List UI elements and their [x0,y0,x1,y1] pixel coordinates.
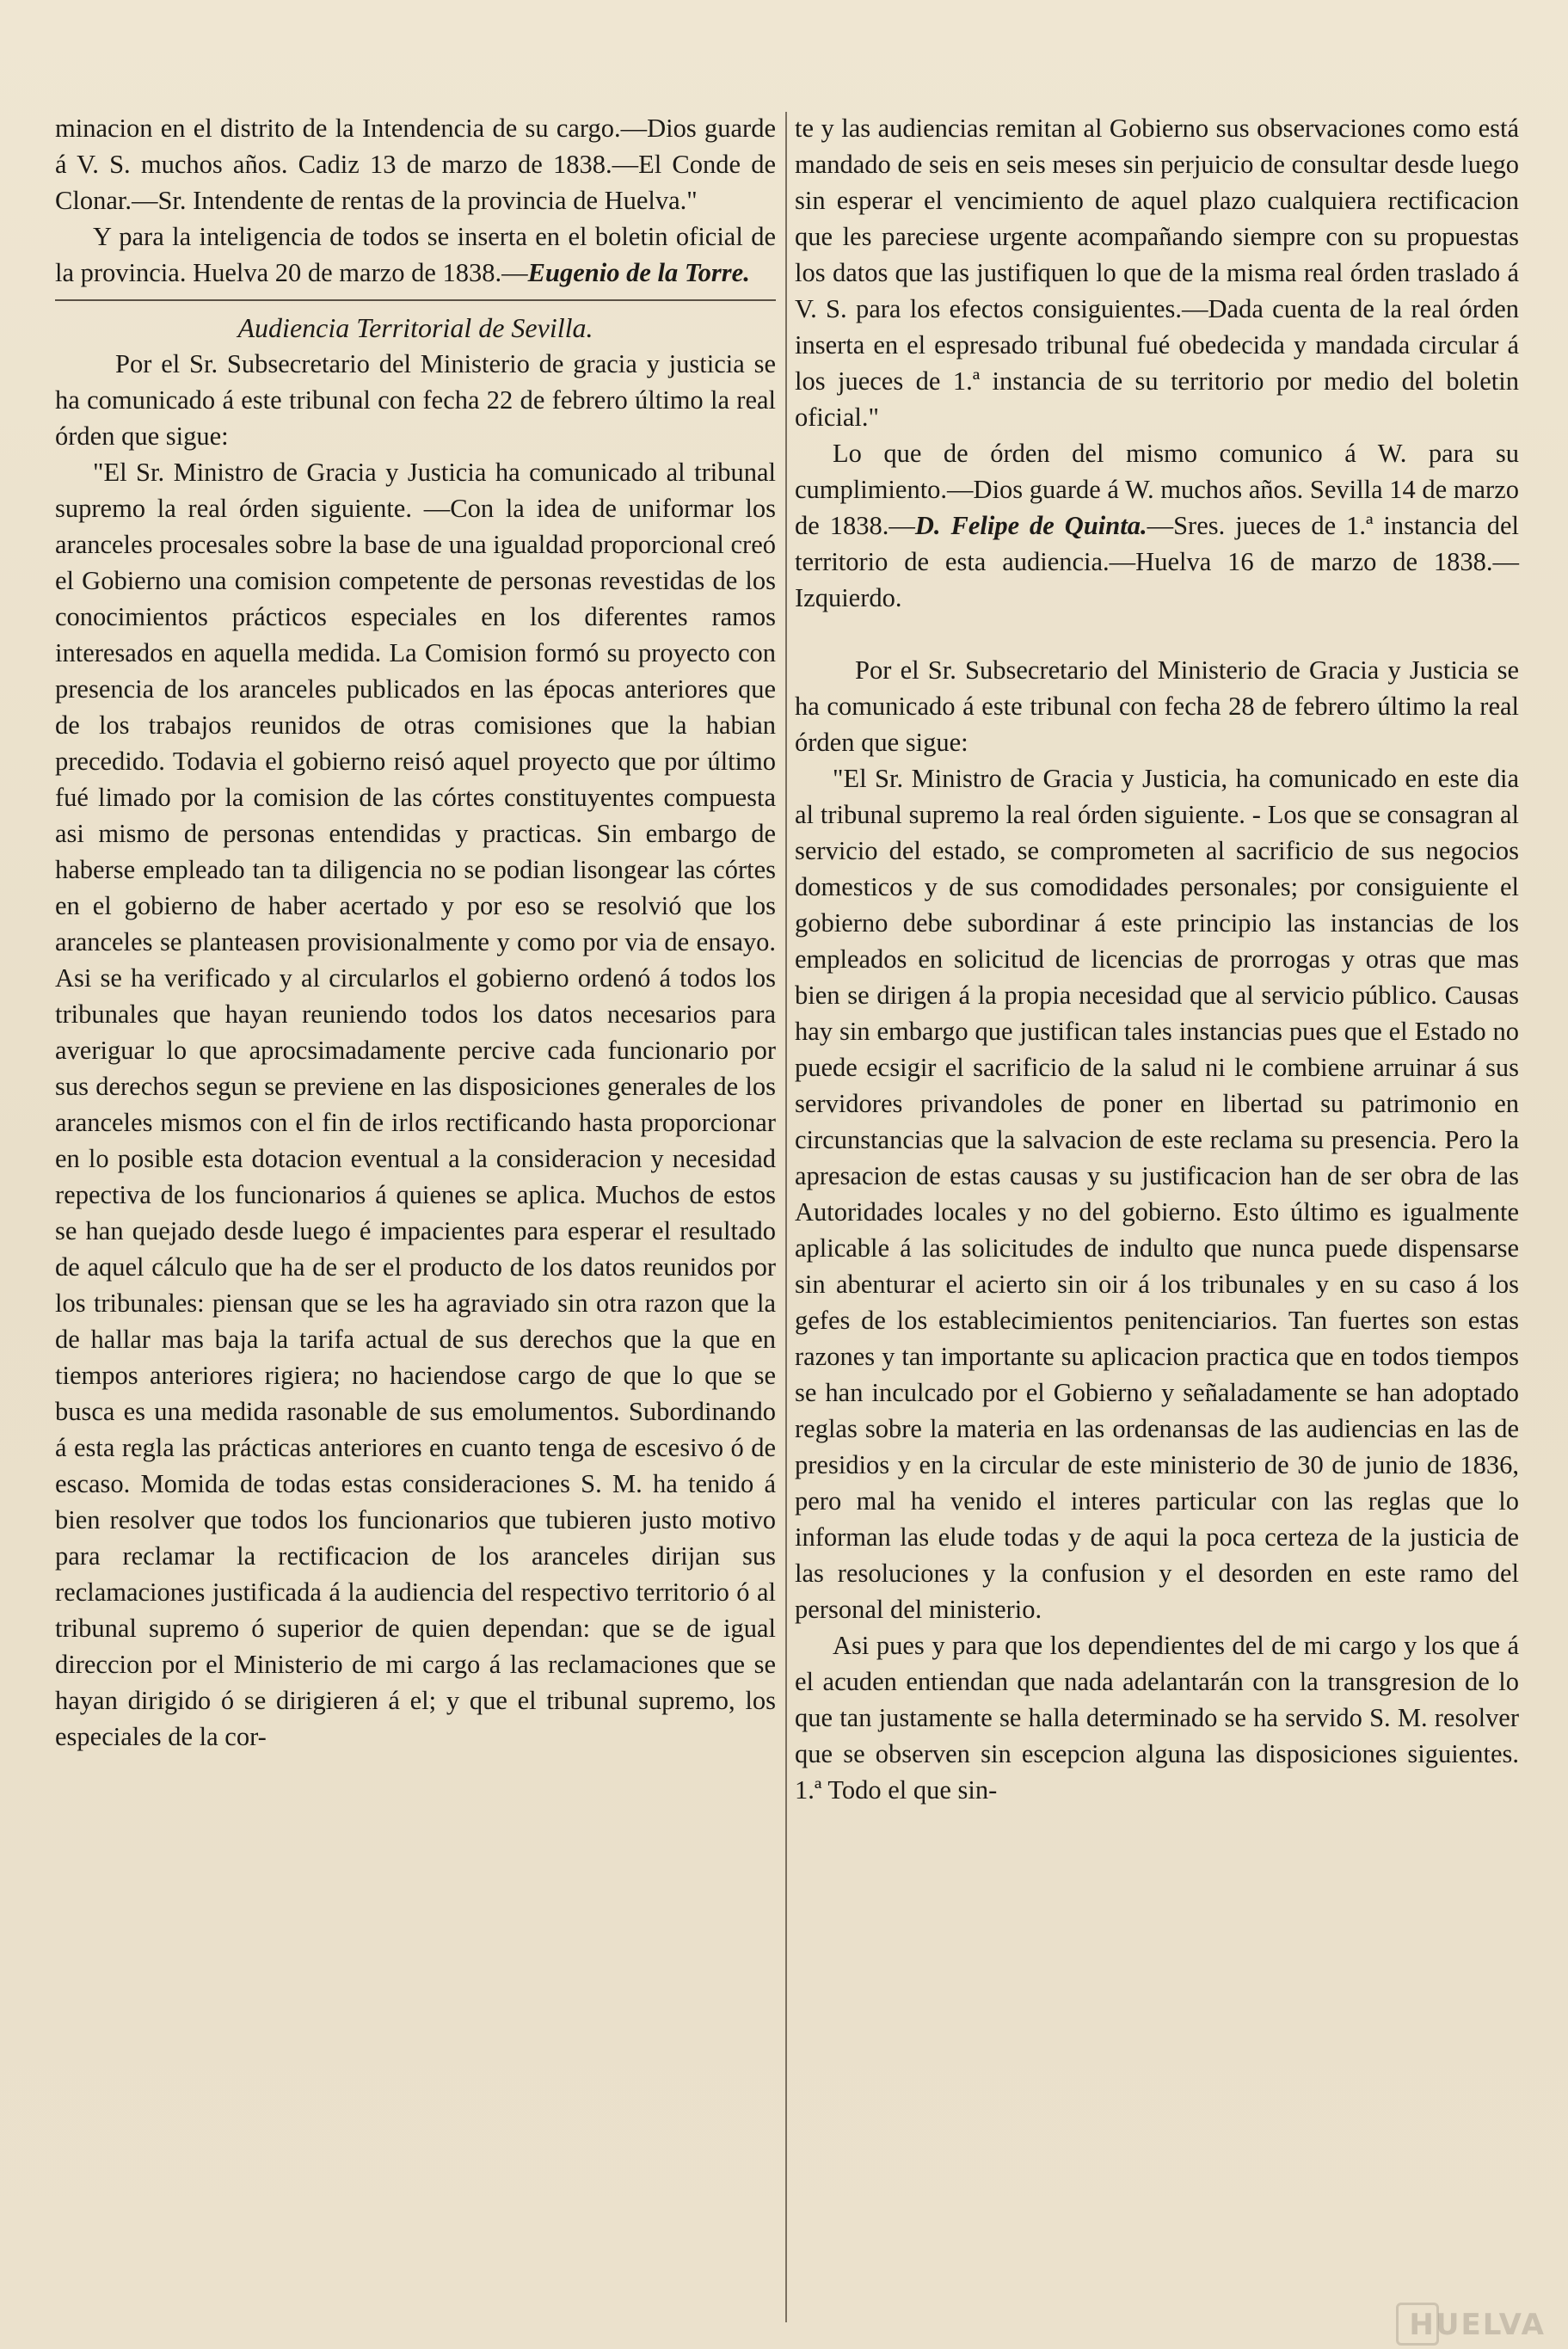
section-title: Audiencia Territorial de Sevilla. [237,312,593,343]
right-continuation: te y las audiencias remitan al Gobierno sus observaciones como está mandado de seis en seis meses sin perjuicio de consultar desde luego sin esperar el vencimiento de aquel plazo cualquiera rectificacion que les pareciese urgente acompañando siempre con su propuestas los datos que las justifiquen lo que de la misma real órden traslado á V. S. para los efectos consiguientes.—Dada cuenta de la real órden inserta en el espresado tribunal fué obedecida y mandada circular á los jueces de 1.ª instancia de su territorio por medio del boletin oficial." [795,114,1519,432]
left-column [55,110,776,1755]
order-signature: D. Felipe de Quinta. [914,511,1147,540]
paragraph-gap [795,616,1519,652]
closing-signature: Eugenio de la Torre. [527,258,750,287]
closing-note [55,218,776,291]
order-text: Lo que de órden del mismo comunico á W. para su cumplimiento.—Dios guarde á W. muchos años. Sevilla 14 de marzo de 1838.— [795,439,1519,540]
order-tail: —Sres. jueces de 1.ª instancia del territorio de esta audiencia.—Huelva 16 de marzo de 1838.—Izquierdo. [795,511,1519,612]
second-body: "El Sr. Ministro de Gracia y Justicia, ha comunicado en este dia al tribunal supremo la real órden siguiente. - Los que se consagran al servicio del estado, se comprometen al sacrificio de sus negocios domesticos y de sus comodidades personales; por consiguiente el gobierno debe subordinar á este principio las instancias de los empleados en solicitud de licencias de prorrogas y otras que mas bien se dirigen á la propia necesidad que al servicio público. Causas hay sin embargo que justifican tales instancias pues que el Estado no puede ecsigir el sacrificio de la salud ni le combiene arruinar á sus servidores privandoles de poner en libertad su patrimonio en circunstancias que la salvacion de este reclama su presencia. Pero la apresacion de estas causas y su justificacion han de ser obra de las Autoridades locales y no del gobierno. Esto último es igualmente aplicable á las solicitudes de indulto que nunca puede dispensarse sin abenturar el acierto sin oir á los tribunales y en su caso á los gefes de los establecimientos penitenciarios. Tan fuertes son estas razones y tan importante su aplicacion practica que en todos tiempos se han inculcado por el Gobierno y señaladamente se han adoptado reglas sobre la materia en las ordenansas de las audiencias en las de presidios y en la circular de este ministerio de 30 de junio de 1836, pero mal ha venido el interes particular con las reglas que lo informan las elude todas y de aqui la poca certeza de la justicia de las resoluciones y la confusion y el desorden en este ramo del personal del ministerio. [795,764,1519,1624]
archive-watermark: HUELVA [1409,2308,1546,2342]
second-intro: Por el Sr. Subsecretario del Ministerio de Gracia y Justicia se ha comunicado á este tribunal con fecha 28 de febrero último la real órden que sigue: [795,655,1519,757]
order-paragraph [795,435,1519,616]
section-body: "El Sr. Ministro de Gracia y Justicia ha comunicado al tribunal supremo la real órden siguiente. —Con la idea de uniformar los aranceles procesales sobre la base de una igualdad proporcional creó el Gobierno una comision competente de personas revestidas de los conocimientos prácticos especiales en los diferentes ramos interesados en aquella medida. La Comision formó su proyecto con presencia de los aranceles publicados en las épocas anteriores que de los trabajos reunidos de otras comisiones que la habian precedido. Todavia el gobierno reisó aquel proyecto que por último fué limado por la comision de las córtes constituyentes compuesta asi mismo de personas entendidas y practicas. Sin embargo de haberse empleado tan ta diligencia no se podian lisongear las córtes en el gobierno de haber acertado y por eso se resolvió que los aranceles se planteasen provisionalmente y como por via de ensayo. Asi se ha verificado y al circularlos el gobierno ordenó á todos los tribunales que hayan reuniendo todos los datos necesarios para averiguar lo que aprocsimadamente percive cada funcionario por sus derechos segun se previene en las disposiciones generales de los aranceles mismos con el fin de irlos rectificando hasta proporcionar en lo posible esta dotacion eventual a la consideracion y necesidad repectiva de los funcionarios á quienes se aplica. Muchos de estos se han quejado desde luego é impacientes para esperar el resultado de aquel cálculo que ha de ser el producto de los datos reunidos por los tribunales: piensan que se les ha agraviado sin otra razon que la de hallar mas baja la tarifa actual de sus derechos que la que en tiempos anteriores rigiera; no haciendose cargo de que lo que se busca es una medida rasonable de sus emolumentos. Subordinando á esta regla las prácticas anteriores en cuanto tenga de escesivo ó de escaso. Momida de todas estas consideraciones S. M. ha tenido á bien resolver que todos los funcionarios que tubieren justo motivo para reclamar la rectificacion de los aranceles dirijan sus reclamaciones justificada á la audiencia del respectivo territorio ó al tribunal supremo ó superior de quien dependan: que se de igual direccion por el Ministerio de mi cargo á las reclamaciones que se hayan dirigido ó se dirigieren á el; y que el tribunal supremo, los especiales de la cor- [55,458,776,1751]
right-column [795,110,1519,1808]
section-divider [55,299,776,301]
final-paragraph: Asi pues y para que los dependientes del de mi cargo y los que á el acuden entiendan que nada adelantarán con la transgresion de lo que tan justamente se halla determinado se ha servido S. M. resolver que se observen sin escepcion alguna las disposiciones siguientes. 1.ª Todo el que sin- [795,1631,1519,1805]
section-intro: Por el Sr. Subsecretario del Ministerio de gracia y justicia se ha comunicado á este tribunal con fecha 22 de febrero último la real órden que sigue: [55,349,776,451]
left-opening-paragraph: minacion en el distrito de la Intendencia de su cargo.—Dios guarde á V. S. muchos años. Cadiz 13 de marzo de 1838.—El Conde de Clonar.—Sr. Intendente de rentas de la provincia de Huelva." [55,114,776,215]
closing-note-text: Y para la inteligencia de todos se inserta en el boletin oficial de la provincia. Huelva 20 de marzo de 1838.— [55,222,776,287]
column-divider [785,112,787,2322]
